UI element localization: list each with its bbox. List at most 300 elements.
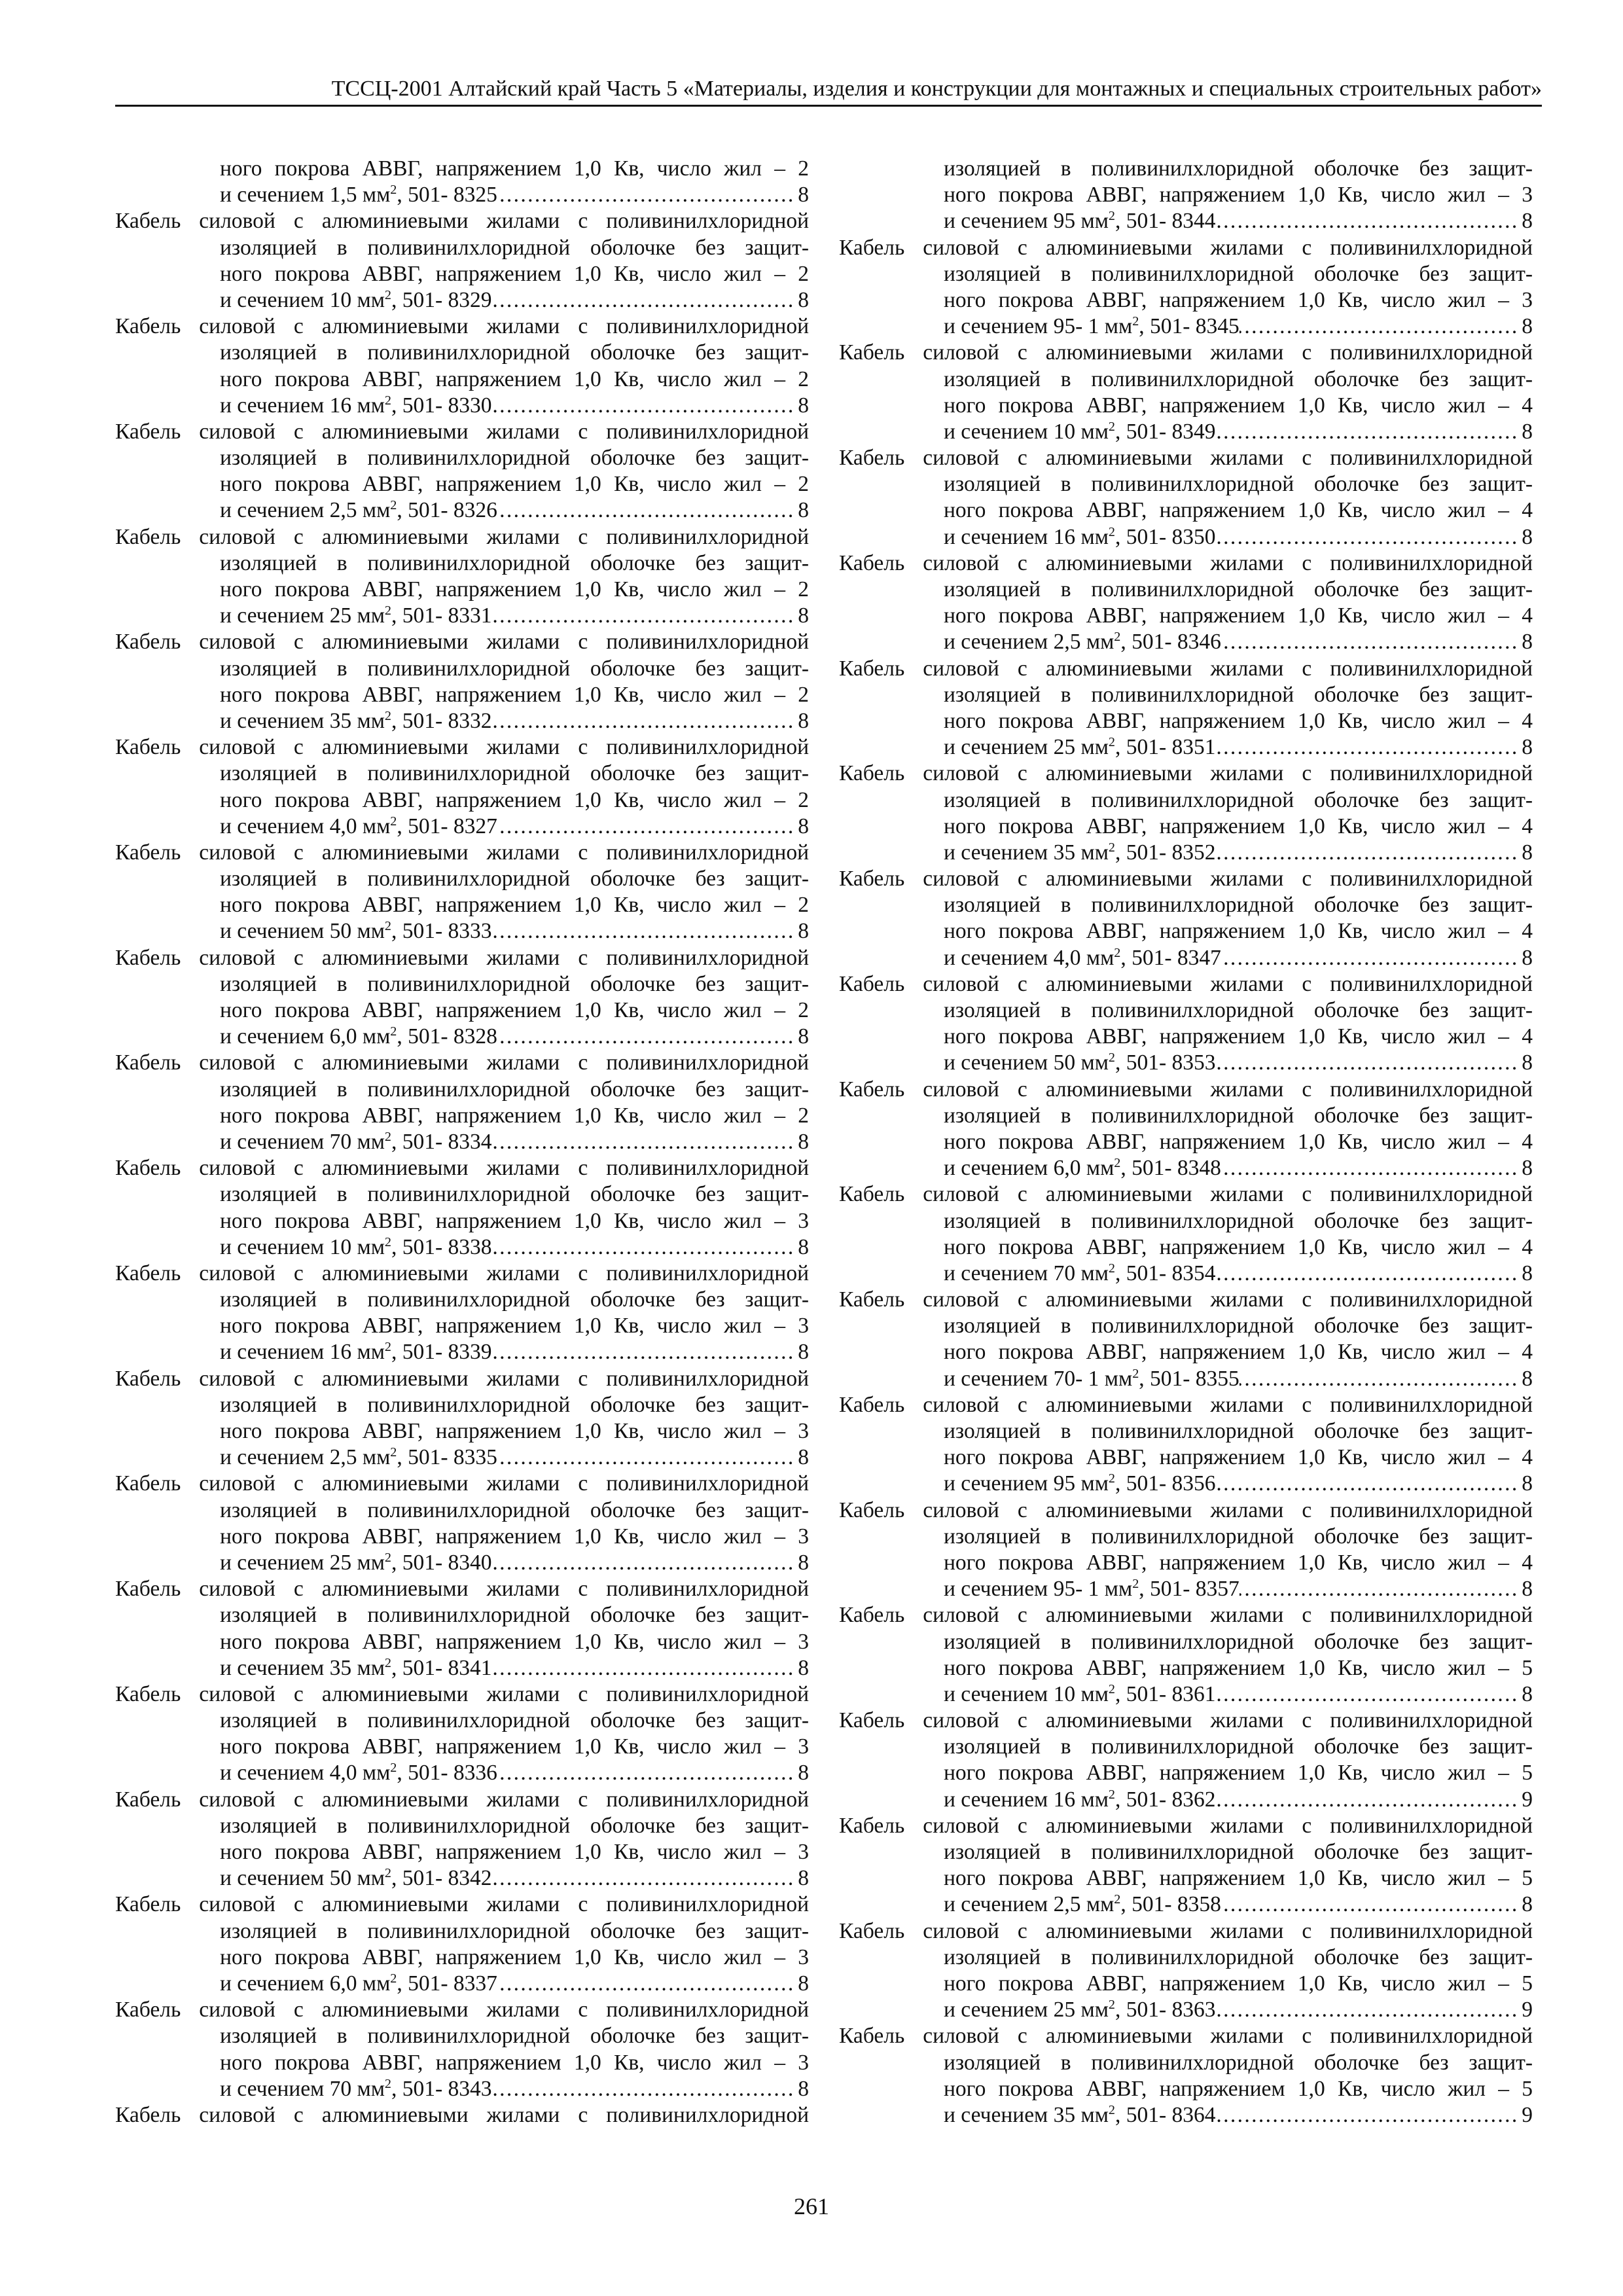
entry-text: изоляцией в поливинилхлоридной оболочке без защит-: [944, 1419, 1533, 1443]
entry-title-text: Кабель силовой с алюминиевыми жилами с поливинилхлоридной: [115, 1681, 809, 1706]
entry-text-line: [115, 1602, 809, 1628]
entry-title-text: Кабель силовой с алюминиевыми жилами с поливинилхлоридной: [839, 1287, 1533, 1312]
index-entry: [115, 419, 809, 524]
entry-title-text: Кабель силовой с алюминиевыми жилами с поливинилхлоридной: [839, 761, 1533, 786]
entry-text-line: [839, 814, 1533, 840]
index-entry: [839, 156, 1533, 235]
entry-section-text: и сечением 4,0 $мм^2$, 501- 8327: [220, 814, 497, 838]
entry-text-line: [839, 156, 1533, 182]
index-entry: [839, 866, 1533, 971]
entry-title-text: Кабель силовой с алюминиевыми жилами с поливинилхлоридной: [115, 314, 809, 339]
index-entry: [839, 550, 1533, 656]
entry-section-line: [839, 1155, 1533, 1181]
entry-text-line: [839, 577, 1533, 603]
dot-leader: [491, 603, 795, 629]
entry-section-line: [839, 1050, 1533, 1076]
entry-text-line: [115, 682, 809, 708]
entry-text-line: [115, 1576, 809, 1602]
entry-section-line: [115, 1339, 809, 1365]
index-entry: [115, 208, 809, 314]
entry-text-line: [839, 393, 1533, 419]
entry-title-text: Кабель силовой с алюминиевыми жилами с поливинилхлоридной: [115, 1787, 809, 1812]
entry-page-ref: 8: [798, 1024, 809, 1049]
entry-section-text: и сечением 50 $мм^2$, 501- 8342: [220, 1866, 492, 1891]
index-entry: [115, 840, 809, 945]
entry-section-text: и сечением 25 $мм^2$, 501- 8340: [220, 1550, 492, 1575]
entry-cores-text: ного покрова АВВГ, напряжением 1,0 Кв, число жил – 4: [944, 919, 1533, 944]
entry-text: изоляцией в поливинилхлоридной оболочке без защит-: [220, 2024, 809, 2049]
dot-leader: [491, 708, 795, 734]
entry-text-line: [115, 1418, 809, 1444]
entry-text-line: [115, 1077, 809, 1103]
entry-text-line: [115, 866, 809, 892]
entry-text: изоляцией в поливинилхлоридной оболочке без защит-: [944, 2050, 1533, 2075]
entry-text-line: [115, 971, 809, 997]
entry-text-line: [839, 1760, 1533, 1786]
entry-text-line: [115, 1839, 809, 1865]
entry-cores-text: ного покрова АВВГ, напряжением 1,0 Кв, число жил – 2: [220, 998, 809, 1022]
index-entry: [839, 340, 1533, 445]
entry-text-line: [839, 1498, 1533, 1524]
entry-section-line: [115, 393, 809, 419]
entry-cores-text: ного покрова АВВГ, напряжением 1,0 Кв, число жил – 4: [944, 1024, 1533, 1049]
entry-section-text: и сечением 50 $мм^2$, 501- 8353: [944, 1050, 1216, 1075]
entry-text-line: [115, 156, 809, 182]
entry-section-text: и сечением 2,5 $мм^2$, 501- 8358: [944, 1892, 1221, 1917]
entry-text-line: [115, 314, 809, 340]
dot-leader: [497, 1971, 795, 1997]
entry-text: изоляцией в поливинилхлоридной оболочке без защит-: [944, 1945, 1533, 1969]
entry-text-line: [115, 1471, 809, 1497]
entry-cores-text: ного покрова АВВГ, напряжением 1,0 Кв, число жил – 2: [220, 261, 809, 286]
entry-text-line: [115, 840, 809, 866]
entry-section-line: [115, 708, 809, 734]
dot-leader: [491, 2076, 795, 2102]
index-entry: [839, 971, 1533, 1077]
entry-text: изоляцией в поливинилхлоридной оболочке без защит-: [944, 367, 1533, 391]
index-entry: [839, 2023, 1533, 2128]
entry-title-text: Кабель силовой с алюминиевыми жилами с поливинилхлоридной: [115, 1261, 809, 1285]
entry-page-ref: 8: [798, 1129, 809, 1154]
entry-title-text: Кабель силовой с алюминиевыми жилами с поливинилхлоридной: [115, 735, 809, 760]
entry-text-line: [839, 997, 1533, 1024]
entry-text-line: [115, 208, 809, 234]
entry-text-line: [115, 1813, 809, 1839]
entry-text: изоляцией в поливинилхлоридной оболочке без защит-: [220, 550, 809, 575]
dot-leader: [497, 1444, 795, 1471]
entry-text-line: [839, 497, 1533, 524]
entry-title-text: Кабель силовой с алюминиевыми жилами с поливинилхлоридной: [839, 1498, 1533, 1522]
entry-text: изоляцией в поливинилхлоридной оболочке без защит-: [944, 577, 1533, 601]
entry-text-line: [115, 340, 809, 366]
entry-section-text: и сечением 70 $мм^2$, 501- 8343: [220, 2076, 492, 2101]
entry-section-line: [839, 1261, 1533, 1287]
entry-text-line: [839, 1392, 1533, 1418]
dot-leader: [497, 1024, 795, 1050]
dot-leader: [497, 1760, 795, 1786]
entry-section-text: и сечением 10 $мм^2$, 501- 8349: [944, 419, 1216, 444]
entry-cores-text: ного покрова АВВГ, напряжением 1,0 Кв, число жил – 4: [944, 814, 1533, 838]
entry-page-ref: 9: [1522, 2102, 1533, 2127]
entry-page-ref: 8: [1522, 630, 1533, 655]
entry-text-line: [115, 524, 809, 550]
entry-page-ref: 8: [798, 183, 809, 207]
entry-page-ref: 9: [1522, 1998, 1533, 2022]
index-entry: [115, 1787, 809, 1892]
entry-page-ref: 8: [1522, 1577, 1533, 1602]
entry-text-line: [839, 471, 1533, 497]
entry-page-ref: 8: [1522, 1892, 1533, 1917]
entry-text: изоляцией в поливинилхлоридной оболочке без защит-: [220, 761, 809, 786]
entry-cores-text: ного покрова АВВГ, напряжением 1,0 Кв, число жил – 3: [944, 183, 1533, 207]
dot-leader: [1221, 1155, 1519, 1181]
entry-text-line: [839, 1629, 1533, 1655]
entry-section-line: [839, 419, 1533, 445]
entry-text-line: [839, 1655, 1533, 1681]
entry-page-ref: 8: [798, 814, 809, 838]
entry-section-line: [115, 918, 809, 944]
entry-cores-text: ного покрова АВВГ, напряжением 1,0 Кв, число жил – 3: [944, 287, 1533, 312]
entry-text-line: [115, 1366, 809, 1392]
entry-text-line: [839, 182, 1533, 208]
entry-text-line: [115, 2102, 809, 2128]
dot-leader: [491, 1234, 795, 1261]
entry-section-text: и сечением 16 $мм^2$, 501- 8350: [944, 524, 1216, 549]
entry-page-ref: 8: [1522, 1471, 1533, 1496]
entry-page-ref: 8: [1522, 1261, 1533, 1285]
entry-title-text: Кабель силовой с алюминиевыми жилами с поливинилхлоридной: [839, 1182, 1533, 1207]
entry-section-line: [115, 1129, 809, 1155]
index-entry: [839, 235, 1533, 340]
entry-text-line: [839, 1813, 1533, 1839]
dot-leader: [1215, 208, 1519, 234]
entry-text: изоляцией в поливинилхлоридной оболочке без защит-: [944, 1208, 1533, 1233]
entry-section-text: и сечением 6,0 $мм^2$, 501- 8337: [220, 1971, 497, 1996]
entry-title-text: Кабель силовой с алюминиевыми жилами с поливинилхлоридной: [115, 1471, 809, 1496]
index-entry: [115, 629, 809, 734]
index-entry: [839, 1287, 1533, 1392]
entry-cores-text: ного покрова АВВГ, напряжением 1,0 Кв, число жил – 2: [220, 787, 809, 812]
entry-text-line: [115, 2023, 809, 2049]
entry-title-text: Кабель силовой с алюминиевыми жилами с поливинилхлоридной: [839, 1708, 1533, 1733]
entry-cores-text: ного покрова АВВГ, напряжением 1,0 Кв, число жил – 2: [220, 893, 809, 918]
entry-page-ref: 8: [798, 2076, 809, 2101]
entry-section-text: и сечением 6,0 $мм^2$, 501- 8348: [944, 1155, 1221, 1181]
entry-cores-text: ного покрова АВВГ, напряжением 1,0 Кв, число жил – 2: [220, 472, 809, 497]
entry-text: изоляцией в поливинилхлоридной оболочке без защит-: [220, 1077, 809, 1102]
entry-title-text: Кабель силовой с алюминиевыми жилами с поливинилхлоридной: [839, 1077, 1533, 1102]
entry-section-text: и сечением 10 $мм^2$, 501- 8361: [944, 1681, 1216, 1706]
entry-text-line: [115, 471, 809, 497]
entry-title-text: Кабель силовой с алюминиевыми жилами с поливинилхлоридной: [115, 524, 809, 549]
entry-section-line: [839, 2102, 1533, 2128]
entry-title-text: Кабель силовой с алюминиевыми жилами с поливинилхлоридной: [839, 971, 1533, 996]
index-entry: [839, 656, 1533, 761]
entry-title-text: Кабель силовой с алюминиевыми жилами с поливинилхлоридной: [115, 2102, 809, 2127]
index-entry: [839, 1077, 1533, 1182]
entry-text-line: [115, 1997, 809, 2023]
entry-title-text: Кабель силовой с алюминиевыми жилами с поливинилхлоридной: [839, 867, 1533, 891]
entry-text-line: [115, 367, 809, 393]
entry-text-line: [115, 787, 809, 814]
entry-section-line: [115, 497, 809, 524]
entry-section-line: [115, 603, 809, 629]
entry-section-text: и сечением 70 $мм^2$, 501- 8334: [220, 1129, 492, 1154]
entry-text-line: [839, 1444, 1533, 1471]
entry-page-ref: 8: [798, 603, 809, 628]
entry-title-text: Кабель силовой с алюминиевыми жилами с поливинилхлоридной: [115, 209, 809, 234]
entry-text: изоляцией в поливинилхлоридной оболочке без защит-: [220, 1603, 809, 1628]
dot-leader: [497, 182, 795, 208]
entry-text: изоляцией в поливинилхлоридной оболочке без защит-: [220, 340, 809, 365]
entry-text: изоляцией в поливинилхлоридной оболочке без защит-: [944, 1524, 1533, 1549]
entry-cores-text: ного покрова АВВГ, напряжением 1,0 Кв, число жил – 2: [220, 367, 809, 391]
entry-section-text: и сечением 95- 1 $мм^2$, 501- 8345: [944, 314, 1240, 339]
entry-cores-text: ного покрова АВВГ, напряжением 1,0 Кв, число жил – 3: [220, 1208, 809, 1233]
entry-cores-text: ного покрова АВВГ, напряжением 1,0 Кв, число жил – 4: [944, 1445, 1533, 1470]
entry-text-line: [839, 1918, 1533, 1945]
index-entry: [839, 1181, 1533, 1287]
entry-section-text: и сечением 50 $мм^2$, 501- 8333: [220, 919, 492, 944]
entry-section-line: [839, 1576, 1533, 1602]
entry-section-text: и сечением 2,5 $мм^2$, 501- 8346: [944, 630, 1221, 655]
entry-cores-text: ного покрова АВВГ, напряжением 1,0 Кв, число жил – 5: [944, 1655, 1533, 1680]
entry-text-line: [115, 1155, 809, 1181]
entry-text-line: [115, 734, 809, 761]
index-entry: [115, 1366, 809, 1471]
dot-leader: [491, 1129, 795, 1155]
entry-section-text: и сечением 25 $мм^2$, 501- 8331: [220, 603, 492, 628]
entry-section-text: и сечением 95 $мм^2$, 501- 8344: [944, 209, 1216, 234]
entry-text-line: [115, 1629, 809, 1655]
entry-section-line: [839, 1681, 1533, 1708]
entry-cores-text: ного покрова АВВГ, напряжением 1,0 Кв, число жил – 4: [944, 393, 1533, 418]
entry-text-line: [839, 1945, 1533, 1971]
dot-leader: [491, 1865, 795, 1892]
dot-leader: [1215, 840, 1519, 866]
index-entry: [839, 1392, 1533, 1498]
entry-text-line: [839, 1839, 1533, 1865]
entry-text: изоляцией в поливинилхлоридной оболочке без защит-: [220, 446, 809, 471]
entry-section-line: [115, 182, 809, 208]
entry-text: изоляцией в поливинилхлоридной оболочке без защит-: [220, 1918, 809, 1943]
entry-section-line: [839, 1787, 1533, 1813]
entry-text-line: [839, 787, 1533, 814]
entry-page-ref: 8: [1522, 735, 1533, 760]
entry-text-line: [115, 945, 809, 971]
entry-page-ref: 8: [1522, 419, 1533, 444]
dot-leader: [1215, 1261, 1519, 1287]
entry-text-line: [839, 1865, 1533, 1892]
entry-title-text: Кабель силовой с алюминиевыми жилами с поливинилхлоридной: [115, 945, 809, 970]
dot-leader: [1215, 1050, 1519, 1076]
entry-section-line: [115, 814, 809, 840]
index-entry: [115, 1892, 809, 1997]
entry-page-ref: 8: [1522, 945, 1533, 970]
entry-text-line: [839, 340, 1533, 366]
entry-text: изоляцией в поливинилхлоридной оболочке без защит-: [944, 472, 1533, 497]
entry-section-line: [115, 1760, 809, 1786]
index-entry: [839, 1498, 1533, 1603]
entry-section-line: [115, 1865, 809, 1892]
entry-text-line: [839, 1103, 1533, 1129]
entry-text: изоляцией в поливинилхлоридной оболочке без защит-: [220, 1392, 809, 1417]
entry-cores-text: ного покрова АВВГ, напряжением 1,0 Кв, число жил – 4: [944, 1340, 1533, 1365]
entry-section-text: и сечением 2,5 $мм^2$, 501- 8335: [220, 1445, 497, 1470]
entry-text-line: [839, 261, 1533, 287]
entry-section-text: и сечением 6,0 $мм^2$, 501- 8328: [220, 1024, 497, 1049]
entry-page-ref: 8: [798, 393, 809, 418]
entry-text: изоляцией в поливинилхлоридной оболочке без защит-: [944, 1103, 1533, 1128]
entry-text-line: [115, 1787, 809, 1813]
index-entry: [115, 524, 809, 630]
entry-text-line: [115, 656, 809, 682]
entry-text-line: [115, 1892, 809, 1918]
entry-text-line: [115, 997, 809, 1024]
entry-section-line: [839, 1471, 1533, 1497]
page-number: 261: [794, 2193, 829, 2219]
dot-leader: [1221, 629, 1519, 655]
entry-title-text: Кабель силовой с алюминиевыми жилами с поливинилхлоридной: [115, 1892, 809, 1917]
entry-cores-text: ного покрова АВВГ, напряжением 1,0 Кв, число жил – 2: [220, 682, 809, 707]
entry-text-line: [839, 1602, 1533, 1628]
entry-page-ref: 8: [798, 287, 809, 312]
entry-text-line: [839, 1971, 1533, 1997]
entry-page-ref: 8: [1522, 314, 1533, 339]
entry-section-line: [115, 1655, 809, 1681]
index-entry: [115, 156, 809, 208]
entry-cores-text: ного покрова АВВГ, напряжением 1,0 Кв, число жил – 4: [944, 1129, 1533, 1154]
entry-page-ref: 8: [1522, 1050, 1533, 1075]
entry-text-line: [839, 235, 1533, 261]
entry-text: изоляцией в поливинилхлоридной оболочке без защит-: [944, 893, 1533, 918]
dot-leader: [497, 497, 795, 524]
index-entry: [115, 1471, 809, 1576]
entry-text-line: [839, 1418, 1533, 1444]
entry-title-text: Кабель силовой с алюминиевыми жилами с поливинилхлоридной: [839, 1392, 1533, 1417]
entry-text: изоляцией в поливинилхлоридной оболочке без защит-: [944, 1840, 1533, 1864]
entry-text: изоляцией в поливинилхлоридной оболочке без защит-: [944, 682, 1533, 707]
entry-text: изоляцией в поливинилхлоридной оболочке без защит-: [220, 1287, 809, 1312]
entry-section-line: [839, 734, 1533, 761]
entry-text-line: [839, 603, 1533, 629]
entry-text-line: [839, 1129, 1533, 1155]
entry-text-line: [115, 892, 809, 918]
entry-text-line: [115, 629, 809, 655]
entry-page-ref: 8: [1522, 1366, 1533, 1391]
index-entry: [839, 1813, 1533, 1918]
dot-leader: [1215, 524, 1519, 550]
entry-text-line: [839, 550, 1533, 577]
entry-cores-text: ного покрова АВВГ, напряжением 1,0 Кв, число жил – 4: [944, 498, 1533, 523]
entry-text-line: [839, 1024, 1533, 1050]
entry-section-line: [839, 1366, 1533, 1392]
index-entry: [839, 1602, 1533, 1708]
entry-text-line: [839, 1550, 1533, 1576]
dot-leader: [1215, 1471, 1519, 1497]
entry-section-text: и сечением 16 $мм^2$, 501- 8362: [944, 1787, 1216, 1812]
dot-leader: [1215, 734, 1519, 761]
entry-section-line: [839, 524, 1533, 550]
entry-page-ref: 8: [798, 708, 809, 733]
entry-title-text: Кабель силовой с алюминиевыми жилами с поливинилхлоридной: [839, 446, 1533, 471]
entry-title-text: Кабель силовой с алюминиевыми жилами с поливинилхлоридной: [839, 550, 1533, 575]
index-entry: [115, 314, 809, 419]
entry-cores-text: ного покрова АВВГ, напряжением 1,0 Кв, число жил – 4: [944, 708, 1533, 733]
entry-text-line: [839, 1287, 1533, 1313]
entry-text-line: [839, 1077, 1533, 1103]
entry-text-line: [839, 1208, 1533, 1234]
entry-text: изоляцией в поливинилхлоридной оболочке без защит-: [944, 998, 1533, 1022]
entry-text: изоляцией в поливинилхлоридной оболочке без защит-: [220, 1813, 809, 1838]
entry-page-ref: 8: [798, 1655, 809, 1680]
entry-text-line: [115, 1392, 809, 1418]
entry-section-line: [839, 314, 1533, 340]
entry-cores-text: ного покрова АВВГ, напряжением 1,0 Кв, число жил – 3: [220, 1734, 809, 1759]
dot-leader: [1221, 945, 1519, 971]
entry-cores-text: ного покрова АВВГ, напряжением 1,0 Кв, число жил – 4: [944, 1234, 1533, 1259]
entry-section-text: и сечением 25 $мм^2$, 501- 8351: [944, 734, 1216, 760]
entry-text-line: [115, 445, 809, 471]
entry-page-ref: 8: [798, 1866, 809, 1891]
entry-cores-text: ного покрова АВВГ, напряжением 1,0 Кв, число жил – 3: [220, 1840, 809, 1864]
entry-text-line: [839, 2050, 1533, 2076]
running-header: ТССЦ-2001 Алтайский край Часть 5 «Материалы, изделия и конструкции для монтажных и специальных строительных работ»: [115, 73, 1542, 107]
entry-text-line: [839, 1708, 1533, 1734]
entry-text-line: [115, 1708, 809, 1734]
entry-text: изоляцией в поливинилхлоридной оболочке без защит-: [220, 1708, 809, 1733]
entry-text-line: [115, 1524, 809, 1550]
entry-section-line: [839, 945, 1533, 971]
index-column-right: [839, 156, 1533, 2128]
entry-text: изоляцией в поливинилхлоридной оболочке без защит-: [944, 1629, 1533, 1654]
entry-title-text: Кабель силовой с алюминиевыми жилами с поливинилхлоридной: [839, 235, 1533, 260]
entry-text-line: [115, 235, 809, 261]
entry-section-line: [115, 1024, 809, 1050]
index-entry: [115, 734, 809, 840]
entry-cores-text: ного покрова АВВГ, напряжением 1,0 Кв, число жил – 2: [220, 156, 809, 181]
entry-section-line: [115, 1971, 809, 1997]
entry-text-line: [839, 761, 1533, 787]
dot-leader: [1215, 419, 1519, 445]
entry-section-text: и сечением 2,5 $мм^2$, 501- 8326: [220, 498, 497, 523]
entry-page-ref: 8: [1522, 209, 1533, 234]
index-entry: [115, 1681, 809, 1787]
dot-leader: [1240, 1576, 1519, 1602]
entry-text: изоляцией в поливинилхлоридной оболочке без защит-: [944, 1734, 1533, 1759]
dot-leader: [1215, 2102, 1519, 2128]
entry-title-text: Кабель силовой с алюминиевыми жилами с поливинилхлоридной: [115, 840, 809, 865]
index-entry: [839, 761, 1533, 866]
entry-text-line: [839, 1524, 1533, 1550]
dot-leader: [491, 287, 795, 314]
entry-section-text: и сечением 16 $мм^2$, 501- 8339: [220, 1340, 492, 1365]
entry-section-text: и сечением 4,0 $мм^2$, 501- 8347: [944, 945, 1221, 970]
entry-text: изоляцией в поливинилхлоридной оболочке без защит-: [220, 1182, 809, 1207]
entry-page-ref: 9: [1522, 1787, 1533, 1812]
entry-title-text: Кабель силовой с алюминиевыми жилами с поливинилхлоридной: [115, 1998, 809, 2022]
entry-page-ref: 8: [1522, 840, 1533, 865]
entry-text-line: [839, 682, 1533, 708]
index-entry: [839, 1918, 1533, 2024]
entry-title-text: Кабель силовой с алюминиевыми жилами с поливинилхлоридной: [115, 419, 809, 444]
entry-title-text: Кабель силовой с алюминиевыми жилами с поливинилхлоридной: [839, 1813, 1533, 1838]
entry-text-line: [839, 708, 1533, 734]
entry-cores-text: ного покрова АВВГ, напряжением 1,0 Кв, число жил – 3: [220, 1314, 809, 1338]
entry-section-text: и сечением 16 $мм^2$, 501- 8330: [220, 393, 492, 418]
entry-text: изоляцией в поливинилхлоридной оболочке без защит-: [220, 1498, 809, 1522]
index-entry: [839, 1708, 1533, 1813]
